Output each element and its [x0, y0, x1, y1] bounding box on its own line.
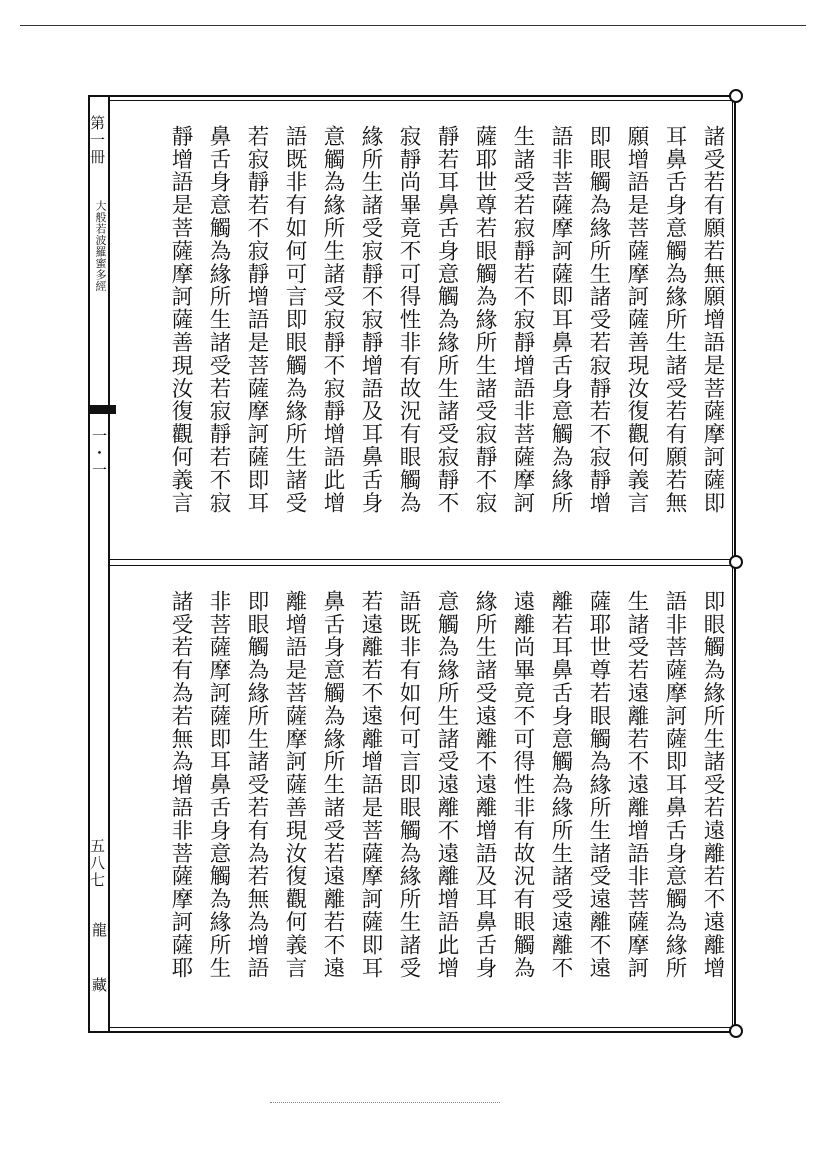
text-column: 非菩薩摩訶薩即耳鼻舌身意觸為緣所生: [206, 590, 231, 980]
text-column: 生諸受若遠離若不遠離增語非菩薩摩訶: [624, 590, 649, 980]
text-column: 緣所生諸受遠離不遠離增語及耳鼻舌身: [472, 590, 497, 980]
text-column: 寂靜尚畢竟不可得性非有故況有眼觸為: [396, 125, 421, 515]
text-column: 即眼觸為緣所生諸受若寂靜若不寂靜增: [586, 125, 611, 515]
corner-ornament: [729, 1024, 743, 1038]
text-column: 若寂靜若不寂靜增語是菩薩摩訶薩即耳: [244, 125, 269, 515]
sutra-title: 大般若波羅蜜多經: [94, 200, 107, 292]
text-column: 即眼觸為緣所生諸受若有為若無為增語: [244, 590, 269, 980]
text-column: 靜增語是菩薩摩訶薩善現汝復觀何義言: [168, 125, 193, 515]
text-column: 語非菩薩摩訶薩即耳鼻舌身意觸為緣所: [548, 125, 573, 515]
text-column: 遠離尚畢竟不可得性非有故況有眼觸為: [510, 590, 535, 980]
text-column: 鼻舌身意觸為緣所生諸受若寂靜若不寂: [206, 125, 231, 515]
text-column: 諸受若有願若無願增語是菩薩摩訶薩即: [700, 125, 725, 515]
corner-ornament: [729, 89, 743, 103]
section-mark: 一・一: [90, 428, 108, 479]
text-column: 語非菩薩摩訶薩即耳鼻舌身意觸為緣所: [662, 590, 687, 980]
page-frame: [88, 95, 736, 1033]
text-column: 生諸受若寂靜若不寂靜增語非菩薩摩訶: [510, 125, 535, 515]
text-column: 靜若耳鼻舌身意觸為緣所生諸受寂靜不: [434, 125, 459, 515]
text-column: 語既非有如何可言即眼觸為緣所生諸受: [282, 125, 307, 515]
text-column: 耳鼻舌身意觸為緣所生諸受若有願若無: [662, 125, 687, 515]
page-top-rule: [20, 25, 806, 26]
text-column: 薩耶世尊若眼觸為緣所生諸受遠離不遠: [586, 590, 611, 980]
text-column: 離若耳鼻舌身意觸為緣所生諸受遠離不: [548, 590, 573, 980]
text-column: 若遠離若不遠離增語是菩薩摩訶薩即耳: [358, 590, 383, 980]
bottom-text-panel: [108, 565, 733, 1028]
text-column: 即眼觸為緣所生諸受若遠離若不遠離增: [700, 590, 725, 980]
text-column: 願增語是菩薩摩訶薩善現汝復觀何義言: [624, 125, 649, 515]
text-column: 離增語是菩薩摩訶薩善現汝復觀何義言: [282, 590, 307, 980]
corner-ornament: [729, 555, 743, 569]
page-number: 五八七: [88, 838, 106, 889]
volume-label: 第一冊: [88, 115, 106, 166]
top-text-panel: [108, 100, 733, 560]
text-column: 意觸為緣所生諸受寂靜不寂靜增語此增: [320, 125, 345, 515]
collection-mark: 龍藏: [90, 922, 108, 1032]
text-column: 語既非有如何可言即眼觸為緣所生諸受: [396, 590, 421, 980]
bottom-dotted-line: [270, 1102, 500, 1103]
text-column: 緣所生諸受寂靜不寂靜增語及耳鼻舌身: [358, 125, 383, 515]
text-column: 薩耶世尊若眼觸為緣所生諸受寂靜不寂: [472, 125, 497, 515]
text-column: 鼻舌身意觸為緣所生諸受若遠離若不遠: [320, 590, 345, 980]
text-column: 諸受若有為若無為增語非菩薩摩訶薩耶: [168, 590, 193, 980]
margin-black-bar: [88, 405, 116, 414]
text-column: 意觸為緣所生諸受遠離不遠離增語此增: [434, 590, 459, 980]
